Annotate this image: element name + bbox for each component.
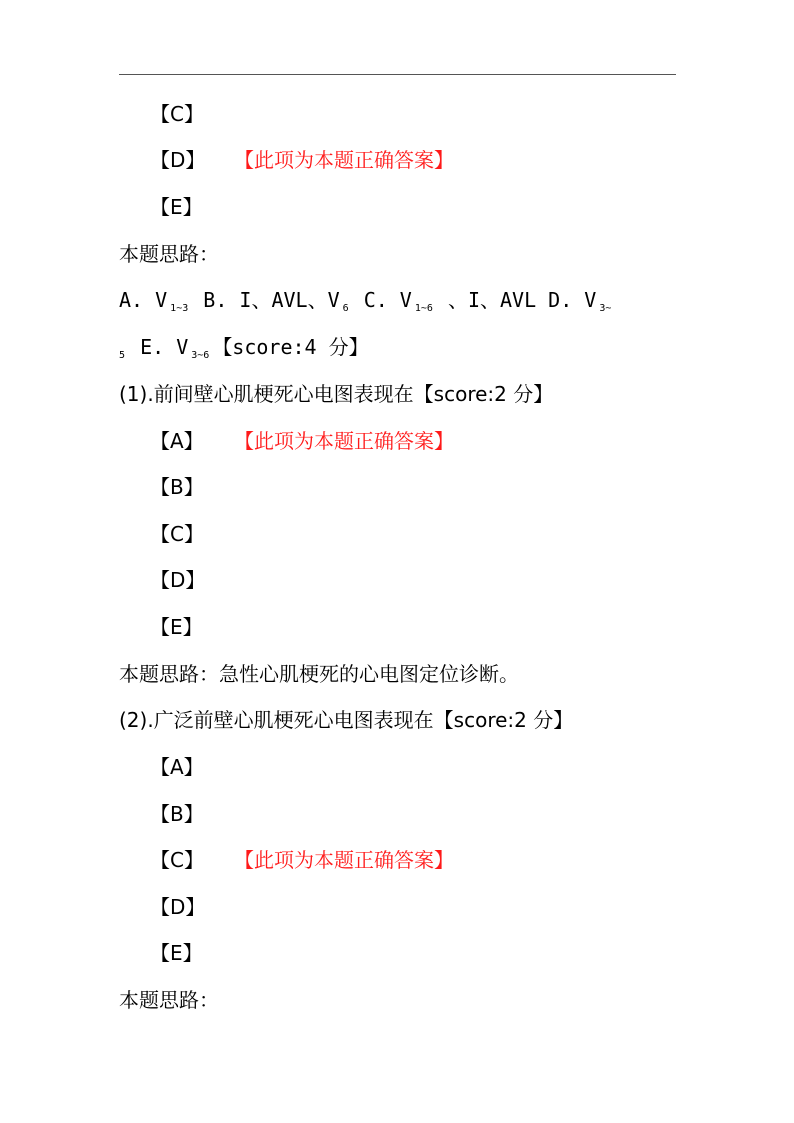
option-label: 【C】 <box>150 848 204 872</box>
q1-option-a <box>150 428 454 454</box>
choice-c: C. V <box>363 288 412 312</box>
choice-d-subscript: 3~ <box>599 303 612 314</box>
option-label: 【C】 <box>150 102 204 126</box>
q2-option-b <box>150 801 204 827</box>
q1-option-b <box>150 474 204 500</box>
option-label: 【A】 <box>150 755 204 779</box>
option-label: 【E】 <box>150 615 203 639</box>
question-1-title: (1).前间壁心肌梗死心电图表现在【score:2 分】 <box>119 382 554 406</box>
option-label: 【C】 <box>150 522 204 546</box>
q1-option-c <box>150 521 204 547</box>
choice-e: E. V <box>140 335 189 359</box>
correct-answer-marker: 【此项为本题正确答案】 <box>234 148 454 172</box>
option-label: 【D】 <box>150 895 206 919</box>
option-label: 【D】 <box>150 568 206 592</box>
choice-a-subscript: 1~3 <box>170 303 189 314</box>
option-label: 【B】 <box>150 475 204 499</box>
q1-option-e <box>150 614 203 640</box>
option-label: 【E】 <box>150 195 203 219</box>
q2-option-a <box>150 754 204 780</box>
correct-answer-marker: 【此项为本题正确答案】 <box>234 429 454 453</box>
header-rule <box>119 74 676 75</box>
option-e <box>150 194 203 220</box>
answer-choices-line-2 <box>119 334 369 369</box>
choice-a: A. V <box>119 288 168 312</box>
answer-choices-line-1 <box>119 287 614 322</box>
option-label: 【B】 <box>150 802 204 826</box>
rationale: 本题思路： <box>119 242 219 266</box>
option-c <box>150 101 204 127</box>
choice-d: 、I、AVL D. V <box>447 288 597 312</box>
q2-rationale: 本题思路： <box>119 988 219 1012</box>
q1-option-d <box>150 567 205 593</box>
q1-rationale: 本题思路：急性心肌梗死的心电图定位诊断。 <box>119 662 519 686</box>
q2-option-e <box>150 940 203 966</box>
option-label: 【E】 <box>150 941 203 965</box>
correct-answer-marker: 【此项为本题正确答案】 <box>234 848 454 872</box>
question-2-title: (2).广泛前壁心肌梗死心电图表现在【score:2 分】 <box>119 708 574 732</box>
choice-b-subscript: 6 <box>342 303 349 314</box>
option-label: 【A】 <box>150 429 204 453</box>
q2-option-c <box>150 847 454 873</box>
option-label: 【D】 <box>150 148 206 172</box>
choice-d-subscript-cont: 5 <box>119 350 126 361</box>
option-d <box>150 147 454 173</box>
choice-b: B. I、AVL、V <box>203 288 340 312</box>
choice-c-subscript: 1~6 <box>414 303 433 314</box>
q2-option-d <box>150 894 205 920</box>
choice-e-subscript: 3~6 <box>191 350 210 361</box>
score-label: 【score:4 分】 <box>212 335 369 359</box>
